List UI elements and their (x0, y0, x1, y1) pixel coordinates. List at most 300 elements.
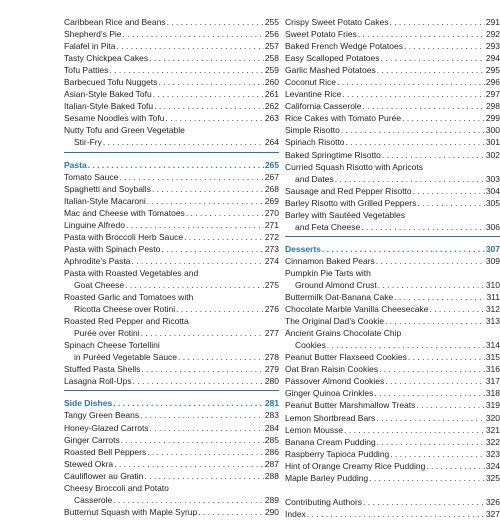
toc-entry-title: Stewed Okra (64, 458, 114, 469)
toc-entry-title-line1: Pumpkin Pie Tarts with (285, 267, 371, 278)
toc-entry-page: 264 (264, 137, 279, 148)
toc-entry-page: 312 (485, 304, 500, 315)
toc-entry-title: Stuffed Pasta Shells (64, 364, 141, 375)
dot-leader (167, 16, 264, 28)
dot-leader (150, 422, 264, 434)
toc-entry-title: Purée over Rotini (74, 328, 140, 339)
dot-leader (426, 460, 484, 472)
dot-leader (374, 387, 484, 399)
toc-entry (64, 231, 279, 243)
toc-entry (285, 363, 500, 375)
toc-entry-title: Goat Cheese (74, 279, 125, 290)
toc-entry (285, 88, 500, 100)
toc-entry-title: Butternut Squash with Maple Syrup (64, 506, 198, 517)
toc-entry (64, 171, 279, 183)
toc-entry-page: 274 (264, 255, 279, 266)
toc-entry (285, 255, 500, 267)
dot-leader (358, 28, 485, 40)
dot-leader (154, 100, 264, 112)
toc-entry (285, 472, 500, 484)
toc-entry (64, 64, 279, 76)
toc-entry (285, 387, 500, 399)
toc-entry-title-line1: Cheesy Broccoli and Potato (64, 482, 169, 493)
toc-entry-line (285, 327, 500, 339)
toc-entry-title: Ground Almond Crust (295, 279, 377, 290)
dot-leader (141, 327, 264, 339)
toc-entry-page: 299 (485, 113, 500, 124)
toc-entry (64, 446, 279, 458)
dot-leader (141, 363, 263, 375)
toc-entry-title: Baked Springtime Risotto (285, 149, 381, 160)
dot-leader (114, 458, 264, 470)
toc-entry-line (64, 315, 279, 327)
toc-entry-title: Asian-Style Baked Tofu (64, 89, 152, 100)
toc-entry-page: 310 (485, 279, 500, 290)
dot-leader (140, 409, 264, 421)
toc-entry (285, 424, 500, 436)
toc-entry-line (285, 161, 500, 173)
toc-entry (285, 448, 500, 460)
dot-leader (103, 136, 264, 148)
toc-entry-page: 277 (264, 328, 279, 339)
toc-entry-page: 288 (264, 470, 279, 481)
toc-entry (285, 279, 500, 291)
toc-entry-page: 326 (485, 496, 500, 507)
toc-entry-page: 279 (264, 364, 279, 375)
dot-leader (342, 88, 485, 100)
toc-entry-title: in Puréed Vegetable Sauce (74, 352, 178, 363)
toc-entry-title: Ricotta Cheese over Rotini (74, 304, 176, 315)
toc-entry-title: Barley Risotto with Grilled Peppers (285, 197, 417, 208)
toc-entry-page: 318 (485, 388, 500, 399)
toc-entry (64, 351, 279, 363)
dot-leader (402, 112, 485, 124)
section-heading-page: 265 (264, 159, 279, 170)
section-heading-page: 307 (485, 243, 500, 254)
toc-entry-title: Lemon Mousse (285, 424, 344, 435)
toc-entry-title: Contributing Authors (285, 496, 363, 507)
toc-entry-title: Rice Cakes with Tomato Purée (285, 113, 402, 124)
toc-entry-page: 280 (264, 376, 279, 387)
toc-entry (64, 136, 279, 148)
toc-entry-title: Coconut Rice (285, 77, 337, 88)
dot-leader (152, 183, 264, 195)
dot-leader (361, 221, 485, 233)
toc-entry-page: 313 (485, 316, 500, 327)
dot-leader (184, 231, 264, 243)
toc-entry-page: 292 (485, 29, 500, 40)
toc-entry-page: 286 (264, 446, 279, 457)
toc-entry-page: 296 (485, 77, 500, 88)
toc-entry-title: Stir-Fry (74, 137, 102, 148)
dot-leader (109, 64, 263, 76)
toc-entry-title: Sweet Potato Fries (285, 29, 357, 40)
toc-entry-title: Hint of Orange Creamy Rice Pudding (285, 460, 426, 471)
toc-entry-page: 270 (264, 207, 279, 218)
dot-leader (144, 470, 263, 482)
toc-entry-title: Roasted Bell Peppers (64, 446, 147, 457)
toc-entry (64, 458, 279, 470)
toc-entry-page: 269 (264, 195, 279, 206)
toc-entry-title: Levantine Rice (285, 89, 342, 100)
toc-entry-page: 290 (264, 506, 279, 517)
dot-leader (376, 255, 485, 267)
toc-entry (64, 88, 279, 100)
toc-entry-title: Cinnamon Baked Pears (285, 255, 375, 266)
toc-entry (64, 422, 279, 434)
dot-leader (378, 279, 485, 291)
toc-entry-page: 300 (485, 125, 500, 136)
toc-entry-page: 309 (485, 255, 500, 266)
toc-entry-page: 283 (264, 410, 279, 421)
toc-entry (285, 16, 500, 28)
dot-leader (377, 64, 485, 76)
dot-leader (121, 434, 264, 446)
dot-leader (153, 88, 264, 100)
section-heading-title: Side Dishes (64, 398, 113, 409)
toc-entry-page: 325 (485, 472, 500, 483)
toc-entry-page: 320 (485, 412, 500, 423)
toc-entry-page: 302 (485, 149, 500, 160)
toc-entry-page: 260 (264, 77, 279, 88)
toc-entry (285, 412, 500, 424)
toc-entry-title: Passover Almond Cookies (285, 376, 385, 387)
toc-entry-title: Tasty Chickpea Cakes (64, 53, 149, 64)
toc-entry-page: 289 (264, 494, 279, 505)
dot-leader (133, 375, 264, 387)
toc-entry-title-line1: Ancient Grains Chocolate Chip (285, 328, 402, 339)
toc-entry-title: Crispy Sweet Potato Cakes (285, 17, 389, 27)
toc-entry (285, 185, 500, 197)
toc-entry (64, 470, 279, 482)
dot-leader (165, 112, 263, 124)
toc-entry-title-line1: Curried Squash Risotto with Apricots (285, 161, 423, 172)
toc-entry (285, 303, 500, 315)
toc-entry-title: and Feta Cheese (295, 221, 361, 232)
toc-entry (64, 363, 279, 375)
toc-entry (285, 496, 500, 508)
section-heading-title: Pasta (64, 159, 87, 170)
toc-entry (64, 207, 279, 219)
toc-entry-page: 321 (485, 424, 500, 435)
toc-entry-line (64, 124, 279, 136)
toc-entry (285, 351, 500, 363)
toc-entry (285, 436, 500, 448)
toc-entry-page: 319 (485, 400, 500, 411)
toc-entry-title: The Original Dad’s Cookie (285, 316, 385, 327)
toc-entry-title-line1: Nutty Tofu and Green Vegetable (64, 125, 185, 136)
toc-entry-title: California Casserole (285, 101, 362, 112)
dot-leader (149, 52, 264, 64)
toc-entry-title: Lasagna Roll-Ups (64, 376, 132, 387)
dot-leader (147, 446, 264, 458)
toc-entry-page: 293 (485, 41, 500, 52)
toc-entry-page: 273 (264, 243, 279, 254)
toc-entry (285, 375, 500, 387)
toc-entry-title: Caribbean Rice and Beans (64, 17, 166, 27)
dot-leader (346, 136, 485, 148)
toc-entry-title: Index (285, 508, 306, 519)
toc-right-column (285, 16, 500, 520)
toc-entry-page: 297 (485, 89, 500, 100)
toc-entry-page: 272 (264, 231, 279, 242)
dot-leader (376, 412, 485, 424)
toc-entry-title: Spinach Risotto (285, 137, 345, 148)
toc-entry (64, 40, 279, 52)
toc-entry (285, 76, 500, 88)
toc-entry-title-line1: Roasted Garlic and Tomatoes with (64, 292, 194, 303)
toc-left-column (64, 16, 279, 518)
toc-entry-line (64, 482, 279, 494)
toc-entry (64, 76, 279, 88)
dot-leader (161, 243, 263, 255)
toc-entry (64, 506, 279, 518)
toc-entry-page: 278 (264, 352, 279, 363)
toc-entry (64, 28, 279, 40)
section-heading-page: 281 (264, 398, 279, 409)
dot-leader (198, 506, 264, 518)
toc-entry-title: Barbecued Tofu Nuggets (64, 77, 158, 88)
dot-leader (385, 315, 485, 327)
toc-entry (285, 460, 500, 472)
toc-entry-title: Casserole (74, 494, 113, 505)
toc-entry-title-line1: Pasta with Roasted Vegetables and (64, 267, 199, 278)
toc-entry-page: 311 (486, 292, 500, 303)
toc-entry-line (285, 267, 500, 279)
toc-entry (64, 409, 279, 421)
dot-leader (379, 363, 485, 375)
toc-entry (64, 219, 279, 231)
toc-entry (285, 399, 500, 411)
toc-entry (285, 221, 500, 233)
dot-leader (416, 399, 484, 411)
toc-entry (64, 303, 279, 315)
toc-entry-page: 317 (485, 376, 500, 387)
dot-leader (385, 375, 485, 387)
toc-entry-title: Raspberry Tapioca Pudding (285, 448, 390, 459)
toc-entry (64, 279, 279, 291)
toc-entry-title: Honey-Glazed Carrots (64, 422, 149, 433)
dot-leader (337, 76, 485, 88)
toc-entry-page: 305 (485, 197, 500, 208)
toc-entry-title: Oat Bran Raisin Cookies (285, 364, 379, 375)
section-heading (64, 397, 279, 409)
toc-entry-title: Cookies (295, 340, 326, 351)
toc-entry (64, 52, 279, 64)
toc-entry-page: 324 (485, 460, 500, 471)
toc-entry-title: Linguine Alfredo (64, 219, 125, 230)
toc-entry-title: Maple Barley Pudding (285, 472, 369, 483)
toc-entry-page: 271 (264, 219, 279, 230)
toc-entry-title: Italian-Style Macaroni (64, 195, 146, 206)
dot-leader (390, 448, 485, 460)
spacer (285, 484, 500, 496)
toc-entry-title: Tangy Green Beans (64, 410, 140, 421)
toc-entry (285, 28, 500, 40)
toc-entry (64, 243, 279, 255)
toc-entry-title: Ginger Carrots (64, 434, 120, 445)
dot-leader (408, 351, 485, 363)
dot-leader (176, 303, 264, 315)
toc-entry-page: 298 (485, 101, 500, 112)
toc-entry-page: 259 (264, 65, 279, 76)
dot-leader (417, 197, 484, 209)
dot-leader (158, 76, 263, 88)
toc-entry-page: 263 (264, 113, 279, 124)
section-heading-title: Desserts (285, 243, 321, 254)
toc-entry-page: 267 (264, 171, 279, 182)
toc-entry-page: 261 (264, 89, 279, 100)
toc-entry (285, 508, 500, 520)
toc-entry-title-line1: Roasted Red Pepper and Ricotta (64, 316, 189, 327)
toc-entry-page: 291 (485, 17, 500, 27)
toc-entry (64, 375, 279, 387)
dot-leader (369, 472, 485, 484)
toc-entry-title-line1: Spinach Cheese Tortellini (64, 340, 160, 351)
dot-leader (327, 339, 485, 351)
toc-entry (285, 149, 500, 161)
toc-entry (64, 434, 279, 446)
toc-entry-title: Sausage and Red Pepper Risotto (285, 185, 412, 196)
dot-leader (322, 243, 485, 255)
toc-entry (285, 52, 500, 64)
toc-entry-page: 276 (264, 304, 279, 315)
dot-leader (119, 171, 263, 183)
toc-entry (285, 112, 500, 124)
dot-leader (382, 149, 485, 161)
toc-entry (64, 183, 279, 195)
toc-entry (64, 255, 279, 267)
toc-entry-title: Cauliflower au Gratin (64, 470, 144, 481)
toc-entry (285, 291, 500, 303)
toc-entry-title: Easy Scalloped Potatoes (285, 53, 380, 64)
dot-leader (394, 291, 485, 303)
toc-entry (285, 64, 500, 76)
toc-entry-page: 304 (485, 185, 500, 196)
dot-leader (117, 40, 264, 52)
dot-leader (307, 508, 485, 520)
toc-entry-title: and Dates (295, 173, 334, 184)
dot-leader (377, 436, 485, 448)
dot-leader (186, 207, 264, 219)
toc-entry-title: Shepherd’s Pie (64, 29, 122, 40)
toc-entry (285, 339, 500, 351)
toc-entry-title: Spaghetti and Soyballs (64, 183, 151, 194)
toc-entry-page: 256 (264, 29, 279, 40)
dot-leader (363, 496, 485, 508)
toc-entry (285, 173, 500, 185)
toc-entry-title: Pasta with Spinach Pesto (64, 243, 161, 254)
toc-entry-page: 315 (485, 352, 500, 363)
toc-entry-title: Mac and Cheese with Tomatoes (64, 207, 185, 218)
toc-entry-title: Falafel in Pita (64, 41, 116, 52)
toc-entry (64, 327, 279, 339)
toc-entry-page: 323 (485, 448, 500, 459)
dot-leader (429, 303, 484, 315)
toc-entry-page: 316 (485, 364, 500, 375)
toc-entry-line (64, 339, 279, 351)
dot-leader (341, 124, 485, 136)
dot-leader (335, 173, 485, 185)
dot-leader (123, 28, 264, 40)
toc-entry-line (64, 267, 279, 279)
toc-entry-title: Simple Risotto (285, 125, 340, 136)
toc-entry-page: 294 (485, 53, 500, 64)
toc-entry-page: 284 (264, 422, 279, 433)
toc-entry (64, 100, 279, 112)
toc-entry-page: 322 (485, 436, 500, 447)
toc-entry (285, 100, 500, 112)
toc-entry-title: Italian-Style Baked Tofu (64, 101, 154, 112)
dot-leader (178, 351, 264, 363)
dot-leader (363, 100, 485, 112)
dot-leader (344, 424, 485, 436)
toc-entry (64, 112, 279, 124)
toc-entry (285, 315, 500, 327)
dot-leader (131, 255, 263, 267)
toc-entry (285, 136, 500, 148)
toc-entry-page: 327 (485, 508, 500, 519)
dot-leader (404, 40, 485, 52)
toc-entry-title: Ginger Quinoa Crinkles (285, 388, 374, 399)
toc-entry-title: Aphrodite’s Pasta (64, 255, 131, 266)
toc-entry-page: 314 (485, 340, 500, 351)
dot-leader (113, 397, 264, 409)
toc-entry-title: Buttermilk Oat-Banana Cake (285, 292, 394, 303)
toc-entry-page: 255 (264, 17, 279, 27)
toc-entry-title: Garlic Mashed Potatoes (285, 65, 376, 76)
toc-entry (285, 124, 500, 136)
dot-leader (147, 195, 264, 207)
toc-entry (285, 40, 500, 52)
toc-entry-title: Peanut Butter Flaxseed Cookies (285, 352, 407, 363)
section-heading (285, 243, 500, 255)
toc-entry-title: Peanut Butter Marshmallow Treats (285, 400, 416, 411)
dot-leader (389, 16, 484, 28)
toc-entry-page: 287 (264, 458, 279, 469)
toc-entry-page: 257 (264, 41, 279, 52)
toc-entry-page: 258 (264, 53, 279, 64)
toc-entry-page: 275 (264, 279, 279, 290)
toc-entry-title: Lemon Shortbread Bars (285, 412, 376, 423)
toc-entry-title: Chocolate Marble Vanilla Cheesecake (285, 304, 429, 315)
dot-leader (88, 159, 264, 171)
section-heading (64, 159, 279, 171)
toc-entry (64, 16, 279, 28)
toc-entry-title: Tomato Sauce (64, 171, 119, 182)
toc-entry-page: 306 (485, 221, 500, 232)
toc-entry-line (64, 291, 279, 303)
dot-leader (381, 52, 485, 64)
toc-entry (285, 197, 500, 209)
toc-entry-page: 301 (485, 137, 500, 148)
toc-entry-page: 295 (485, 65, 500, 76)
dot-leader (413, 185, 485, 197)
dot-leader (125, 279, 264, 291)
toc-entry (64, 195, 279, 207)
toc-entry-line (285, 209, 500, 221)
dot-leader (126, 219, 264, 231)
toc-entry-page: 268 (264, 183, 279, 194)
toc-entry-title-line1: Barley with Sautéed Vegetables (285, 209, 406, 220)
toc-entry-page: 262 (264, 101, 279, 112)
toc-entry-title: Pasta with Broccoli Herb Sauce (64, 231, 184, 242)
toc-entry-title: Tofu Patties (64, 65, 109, 76)
toc-entry-page: 303 (485, 173, 500, 184)
toc-entry-page: 285 (264, 434, 279, 445)
toc-entry-title: Banana Cream Pudding (285, 436, 376, 447)
toc-entry-title: Sesame Noodles with Tofu (64, 113, 165, 124)
